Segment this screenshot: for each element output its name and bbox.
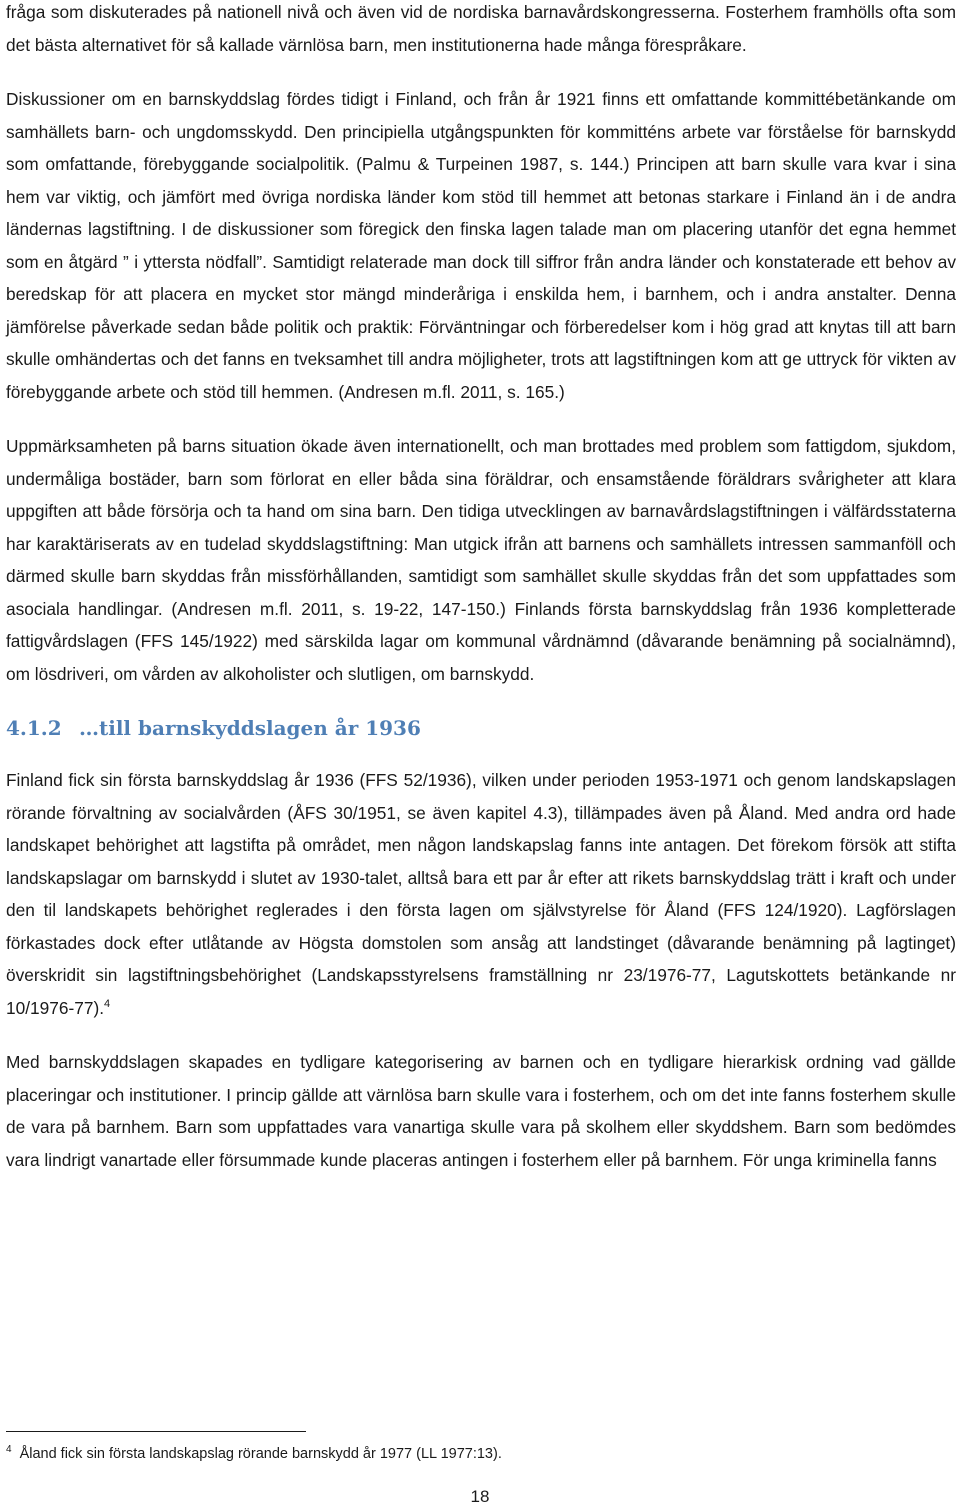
footnote-separator xyxy=(6,1431,306,1432)
document-page xyxy=(6,0,956,1198)
paragraph-text: Finland fick sin första barnskyddslag år 1936 (FFS 52/1936), vilken under perioden 1953-1971 och genom landskapslagen rörande förvaltning av socialvården (ÅFS 30/1951, se även kapitel 4.3), tillämpades även på Åland. Med andra ord hade landskapet behörighet att lagstifta på området, men någon landskapslag fanns inte antagen. Det förekom försök att stifta landskapslagar om barnskydd i slutet av 1930-talet, alltså bara ett par år efter att rikets barnskyddslag trätt i kraft och under den til landskapets behörighet reglerades i den första lagen om självstyrelse för Åland (FFS 124/1920). Lagförslagen förkastades dock efter utlåtande av Högsta domstolen som ansåg att landstinget (dåvarande benämning på lagtinget) överskridit sin lagstiftningsbehörighet (Landskapsstyrelsens framställning nr 23/1976-77, Lagutskottets betänkande nr 10/1976-77). xyxy=(6,770,956,1018)
page-number: 18 xyxy=(470,1487,490,1506)
paragraph-first-child-protection-law xyxy=(6,764,956,1024)
footnote-marker: 4 xyxy=(6,1444,12,1456)
footnote xyxy=(6,1444,502,1464)
paragraph-categorisation: Med barnskyddslagen skapades en tydligare kategorisering av barnen och en tydligare hierarkisk ordning vad gällde placeringar och institutioner. I princip gällde att värnlösa barn skulle vara i fosterhem, och om det inte fanns fosterhem skulle de vara på barnhem. Barn som uppfattades vara vanartiga skulle vara på skolhem eller skyddshem. Barn som bedömdes vara lindrigt vanartade eller försummade kunde placeras antingen i fosterhem eller på barnhem. För unga kriminella fanns xyxy=(6,1052,956,1170)
section-number: 4.1.2 xyxy=(6,716,62,740)
paragraph-continued: fråga som diskuterades på nationell nivå och även vid de nordiska barnavårdskongresserna. Fosterhem framhölls ofta som det bästa alternativet för så kallade värnlösa barn, men institutionerna hade många förespråkare. xyxy=(6,2,956,55)
section-heading xyxy=(6,712,956,744)
footnote-reference[interactable]: 4 xyxy=(104,997,111,1010)
paragraph-finland-discussions: Diskussioner om en barnskyddslag fördes tidigt i Finland, och från år 1921 finns ett omfattande kommittébetänkande om samhällets barn- och ungdomsskydd. Den principiella utgångspunkten för kommitténs arbete var förståelse för barnskydd som omfattande, förebyggande socialpolitik. (Palmu & Turpeinen 1987, s. 144.) Principen att barn skulle vara kvar i sina hem var viktig, och jämfört med övriga nordiska länder kom stöd till hemmet att betonas starkare i Finland än i de andra ländernas lagstiftning. I de diskussioner som föregick den finska lagen talade man om placering utanför det egna hemmet som en åtgärd ” i yttersta nödfall”. Samtidigt relaterade man dock till siffror från andra länder och konstaterade ett behov av beredskap för att placera en mycket stor mängd minderåriga i enskilda hem, i barnhem, och i andra anstalter. Denna jämförelse påverkade sedan både politik och praktik: Förväntningar och förberedelser kom i hög grad att knytas till att barn skulle omhändertas och det fanns en tveksamhet till andra möjligheter, trots att lagstiftningen kom att ge uttryck för vikten av förebyggande arbete och stöd till hemmen. (Andresen m.fl. 2011, s. 165.) xyxy=(6,89,956,402)
paragraph-international-attention: Uppmärksamheten på barns situation ökade även internationellt, och man brottades med problem som fattigdom, sjukdom, undermåliga bostäder, barn som förlorat en eller båda sina föräldrar, och ensamstående föräldrars svårigheter att klara uppgiften att både försörja och ta hand om sina barn. Den tidiga utvecklingen av barnavårdslagstiftningen i välfärdsstaterna har karaktäriserats av en tudelad skyddslagstiftning: Man utgick ifrån att barnens och samhällets intressen sammanföll och därmed skulle barn skyddas från missförhållanden, samtidigt som samhället skulle skyddas från det som uppfattades som asociala handlingar. (Andresen m.fl. 2011, s. 19-22, 147-150.) Finlands första barnskyddslag från 1936 kompletterade fattigvårdslagen (FFS 145/1922) med särskilda lagar om kommunal vårdnämnd (dåvarande benämning på socialnämnd), om lösdriveri, om vården av alkoholister och slutligen, om barnskydd. xyxy=(6,436,956,684)
section-title: …till barnskyddslagen år 1936 xyxy=(79,716,421,740)
footnote-text: Åland fick sin första landskapslag rörande barnskydd år 1977 (LL 1977:13). xyxy=(19,1446,502,1462)
